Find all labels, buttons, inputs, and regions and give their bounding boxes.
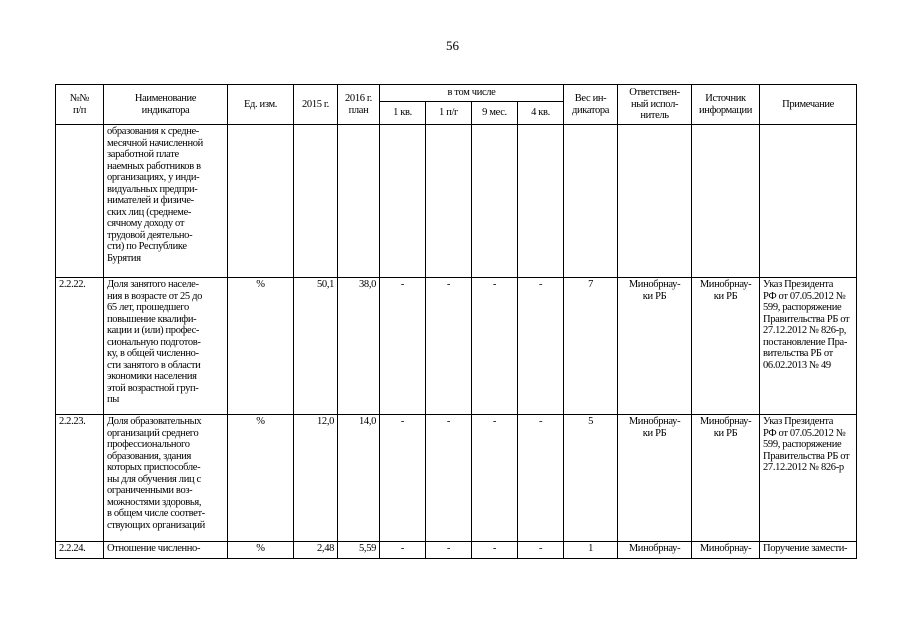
cell-2016: 5,59 — [338, 542, 380, 559]
indicator-table — [55, 84, 857, 559]
col-header-num: №№ п/п — [56, 85, 104, 125]
cell-note — [760, 125, 857, 278]
cell-weight: 1 — [564, 542, 618, 559]
cell-unit: % — [228, 415, 294, 542]
cell-source: Минобрнау- ки РБ — [692, 415, 760, 542]
cell-q1: - — [380, 542, 426, 559]
cell-q4: - — [518, 542, 564, 559]
cell-name: Доля занятого населе- ния в возрасте от 25 до 65 лет, прошедшего повышение квалифи- кации и (или) профес- сиональную подготов- ку, в общей численно- сти занятого в области экономики населения этой возрастной груп- пы — [104, 278, 228, 415]
cell-responsible: Минобрнау- — [618, 542, 692, 559]
table-row — [56, 278, 857, 415]
cell-2016: 14,0 — [338, 415, 380, 542]
cell-responsible: Минобрнау- ки РБ — [618, 278, 692, 415]
cell-2015: 2,48 — [294, 542, 338, 559]
cell-9m: - — [472, 415, 518, 542]
cell-weight: 7 — [564, 278, 618, 415]
table-row — [56, 542, 857, 559]
cell-name: Отношение численно- — [104, 542, 228, 559]
col-header-h1: 1 п/г — [426, 102, 472, 125]
cell-2015: 12,0 — [294, 415, 338, 542]
col-header-source: Источник информации — [692, 85, 760, 125]
cell-unit: % — [228, 542, 294, 559]
col-header-responsible: Ответствен- ный испол- нитель — [618, 85, 692, 125]
cell-h1 — [426, 125, 472, 278]
cell-2015 — [294, 125, 338, 278]
cell-note: Указ Президента РФ от 07.05.2012 № 599, распоряжение Правительства РБ от 27.12.2012 № 826-р, постановление Пра- вительства РБ от 06.02.2013 № 49 — [760, 278, 857, 415]
cell-num: 2.2.23. — [56, 415, 104, 542]
cell-q4 — [518, 125, 564, 278]
page-number: 56 — [446, 38, 459, 53]
cell-9m — [472, 125, 518, 278]
cell-h1: - — [426, 278, 472, 415]
cell-source: Минобрнау- — [692, 542, 760, 559]
cell-h1: - — [426, 415, 472, 542]
col-header-q1: 1 кв. — [380, 102, 426, 125]
cell-h1: - — [426, 542, 472, 559]
cell-num: 2.2.22. — [56, 278, 104, 415]
cell-q1 — [380, 125, 426, 278]
col-header-including: в том числе — [380, 85, 564, 102]
cell-9m: - — [472, 278, 518, 415]
col-header-weight: Вес ин- дикатора — [564, 85, 618, 125]
col-header-note: Примечание — [760, 85, 857, 125]
cell-responsible: Минобрнау- ки РБ — [618, 415, 692, 542]
cell-unit: % — [228, 278, 294, 415]
cell-source: Минобрнау- ки РБ — [692, 278, 760, 415]
cell-2016 — [338, 125, 380, 278]
cell-name: Доля образовательных организаций среднего профессионального образования, здания которых приспособле- ны для обучения лиц с ограниченными воз- можностями здоровья, в общем числе соответ- ствующих организаций — [104, 415, 228, 542]
cell-q1: - — [380, 415, 426, 542]
cell-source — [692, 125, 760, 278]
cell-q4: - — [518, 415, 564, 542]
cell-9m: - — [472, 542, 518, 559]
cell-q4: - — [518, 278, 564, 415]
cell-name: образования к средне- месячной начисленной заработной плате наемных работников в организациях, у инди- видуальных предпри- нимателей и физиче- ских лиц (среднеме- сячному доходу от трудовой деятельно- сти) по Республике Бурятия — [104, 125, 228, 278]
col-header-name: Наименование индикатора — [104, 85, 228, 125]
col-header-2015: 2015 г. — [294, 85, 338, 125]
cell-q1: - — [380, 278, 426, 415]
cell-note: Указ Президента РФ от 07.05.2012 № 599, распоряжение Правительства РБ от 27.12.2012 № 826-р — [760, 415, 857, 542]
col-header-9m: 9 мес. — [472, 102, 518, 125]
cell-weight: 5 — [564, 415, 618, 542]
table-row — [56, 415, 857, 542]
cell-responsible — [618, 125, 692, 278]
table-row — [56, 125, 857, 278]
col-header-unit: Ед. изм. — [228, 85, 294, 125]
cell-num — [56, 125, 104, 278]
cell-2015: 50,1 — [294, 278, 338, 415]
header-row-1 — [56, 85, 857, 102]
cell-note: Поручение замести- — [760, 542, 857, 559]
cell-num: 2.2.24. — [56, 542, 104, 559]
cell-weight — [564, 125, 618, 278]
cell-2016: 38,0 — [338, 278, 380, 415]
col-header-2016: 2016 г. план — [338, 85, 380, 125]
cell-unit — [228, 125, 294, 278]
col-header-q4: 4 кв. — [518, 102, 564, 125]
